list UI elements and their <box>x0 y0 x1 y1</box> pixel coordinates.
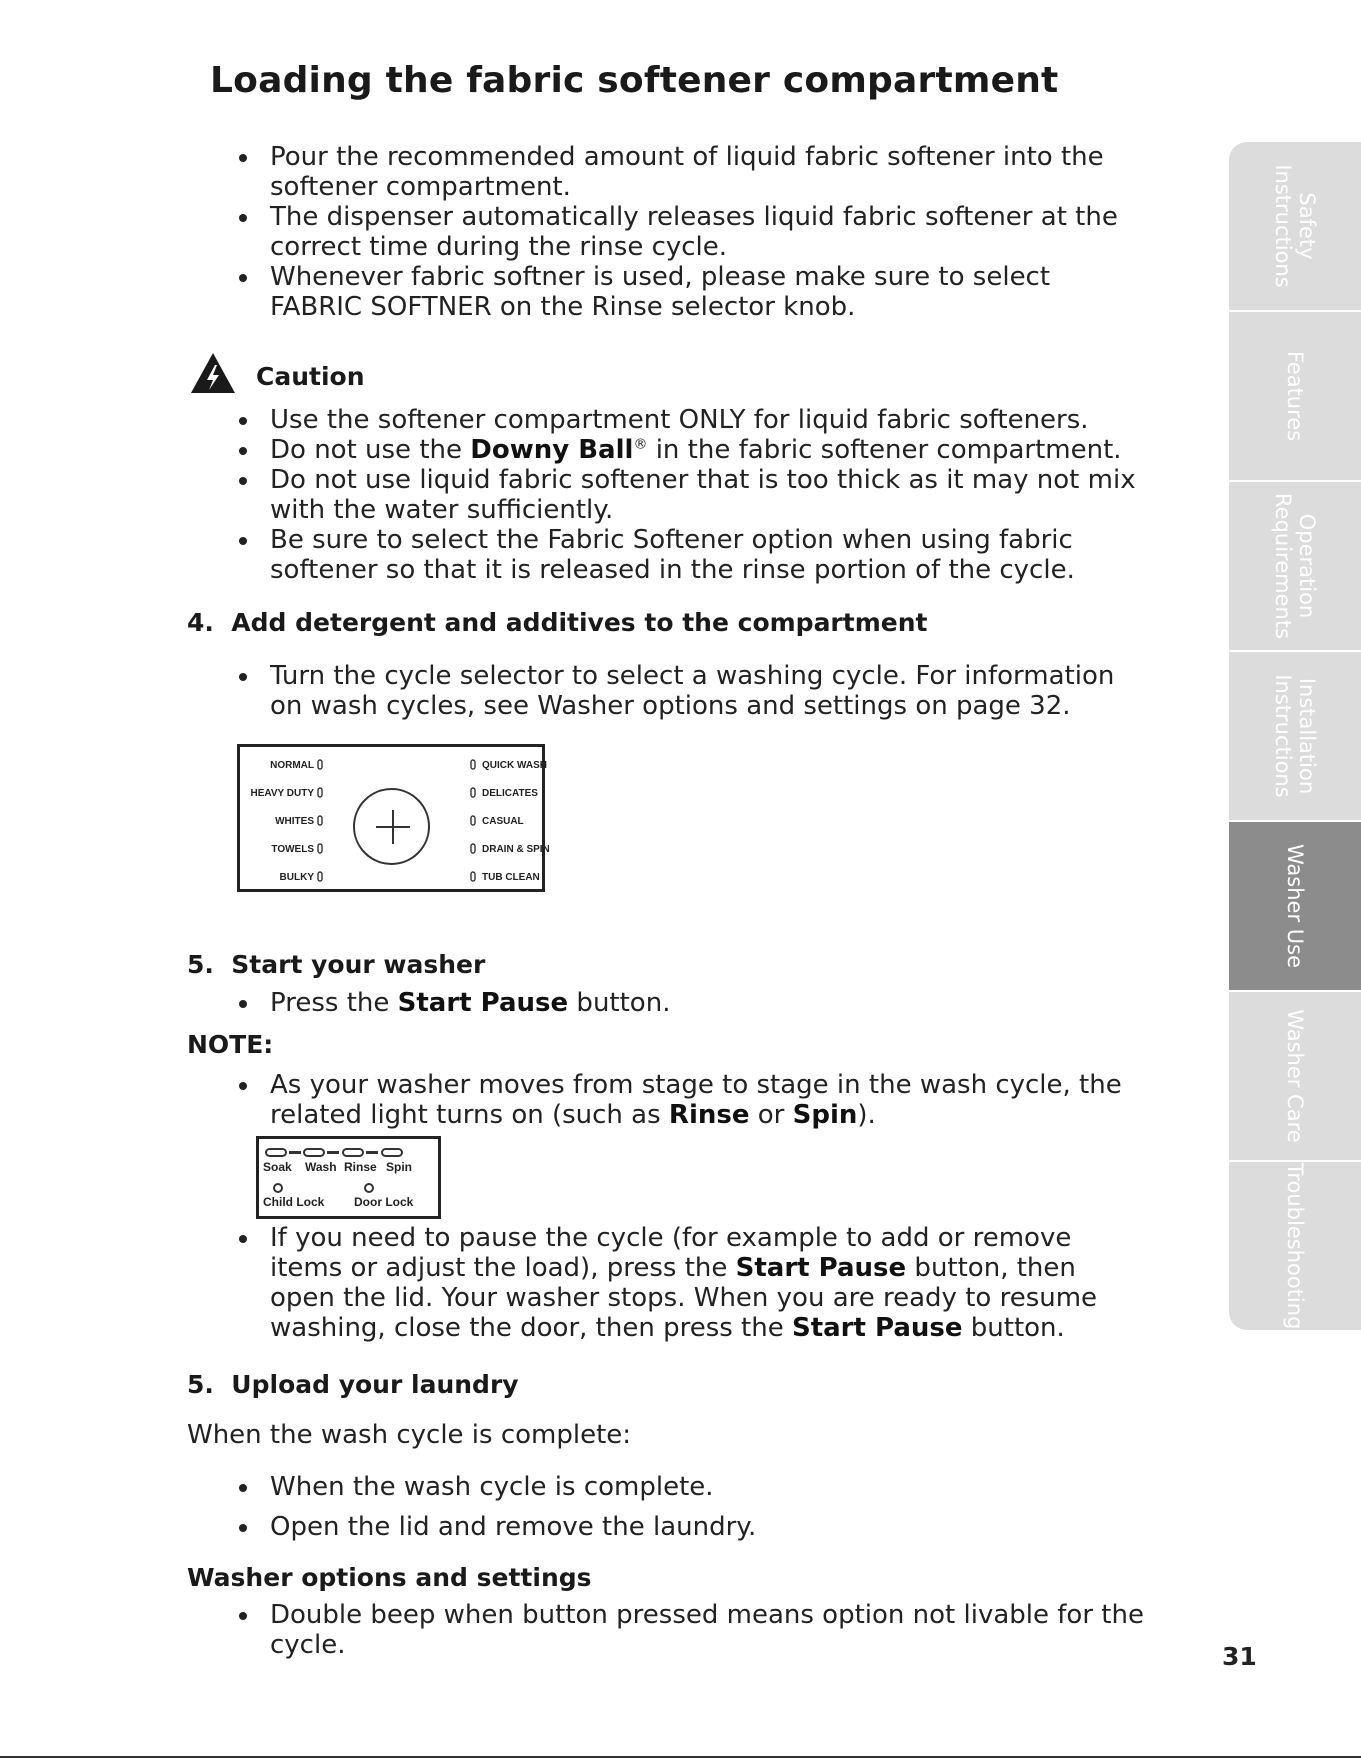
list-item: The dispenser automatically releases liquid fabric softener at the correct time during the rinse cycle. <box>218 202 1148 262</box>
tab-label: Features <box>1283 350 1307 442</box>
tab-operation-requirements[interactable] <box>1229 482 1361 652</box>
cycle-label: TOWELS <box>271 844 314 855</box>
note-label: NOTE: <box>187 1030 274 1059</box>
step5-list <box>218 988 1148 1018</box>
page-title: Loading the fabric softener compartment <box>210 60 1059 101</box>
list-item: Open the lid and remove the laundry. <box>218 1512 1148 1542</box>
stage-light <box>381 1148 403 1157</box>
cycle-selector-panel <box>237 744 550 892</box>
cycle-label: BULKY <box>279 872 314 883</box>
tab-label: Troubleshooting <box>1283 1162 1307 1330</box>
tab-label: Safety Instructions <box>1271 164 1319 288</box>
stage-connector <box>366 1151 378 1154</box>
list-item: As your washer moves from stage to stage in the wash cycle, the related light turns on (such as Rinse or Spin). <box>218 1070 1148 1130</box>
cycle-label: TUB CLEAN <box>482 872 540 883</box>
cycle-knob <box>353 788 430 865</box>
options-heading: Washer options and settings <box>187 1563 592 1592</box>
softener-list <box>218 142 1148 322</box>
caution-icon <box>190 352 236 394</box>
stage-connector <box>289 1151 301 1154</box>
upload-list <box>218 1472 1148 1542</box>
note-list-2 <box>218 1223 1148 1343</box>
stage-light <box>303 1148 325 1157</box>
caution-list <box>218 405 1148 585</box>
tab-label: Washer Use <box>1283 843 1307 969</box>
stage-connector <box>327 1151 339 1154</box>
step4-heading: 4. Add detergent and additives to the compartment <box>187 608 928 637</box>
upload-heading: 5. Upload your laundry <box>187 1370 519 1399</box>
stage-light <box>265 1148 287 1157</box>
list-item: Be sure to select the Fabric Softener option when using fabric softener so that it is released in the rinse portion of the cycle. <box>218 525 1148 585</box>
list-item: Whenever fabric softner is used, please make sure to select FABRIC SOFTNER on the Rinse selector knob. <box>218 262 1148 322</box>
step4-list <box>218 661 1148 721</box>
lock-label: Child Lock <box>263 1195 325 1209</box>
tab-washer-use[interactable] <box>1229 822 1361 992</box>
tab-safety-instructions[interactable] <box>1229 142 1361 312</box>
tab-label: Installation Instructions <box>1271 674 1319 798</box>
status-panel <box>256 1136 441 1219</box>
lock-light <box>273 1183 283 1193</box>
bottom-rule <box>0 1756 1361 1758</box>
stage-label: Wash <box>305 1160 337 1174</box>
cycle-label: DELICATES <box>482 788 538 799</box>
tab-washer-care[interactable] <box>1229 992 1361 1162</box>
cycle-label: CASUAL <box>482 816 524 827</box>
list-item: Double beep when button pressed means option not livable for the cycle. <box>218 1600 1148 1660</box>
stage-label: Spin <box>386 1160 412 1174</box>
list-item: Pour the recommended amount of liquid fabric softener into the softener compartment. <box>218 142 1148 202</box>
cycle-label: QUICK WASH <box>482 760 547 771</box>
list-item: If you need to pause the cycle (for example to add or remove items or adjust the load), press the Start Pause button, then open the lid. Your washer stops. When you are ready to resume washing, close the door, then press the Start Pause button. <box>218 1223 1148 1343</box>
list-item: Do not use liquid fabric softener that is too thick as it may not mix with the water sufficiently. <box>218 465 1148 525</box>
list-item: When the wash cycle is complete. <box>218 1472 1148 1502</box>
list-item: Turn the cycle selector to select a washing cycle. For information on wash cycles, see Washer options and settings on page 32. <box>218 661 1148 721</box>
cycle-label: WHITES <box>275 816 314 827</box>
tab-features[interactable] <box>1229 312 1361 482</box>
list-item: Press the Start Pause button. <box>218 988 1148 1018</box>
cycle-label: NORMAL <box>270 760 314 771</box>
tab-troubleshooting[interactable] <box>1229 1162 1361 1330</box>
cycle-label: HEAVY DUTY <box>250 788 314 799</box>
tab-installation-instructions[interactable] <box>1229 652 1361 822</box>
list-item: Do not use the Downy Ball® in the fabric softener compartment. <box>218 435 1148 465</box>
tab-label: Operation Requirements <box>1271 493 1319 639</box>
stage-label: Rinse <box>344 1160 377 1174</box>
list-item: Use the softener compartment ONLY for liquid fabric softeners. <box>218 405 1148 435</box>
step5-heading: 5. Start your washer <box>187 950 486 979</box>
lock-label: Door Lock <box>354 1195 414 1209</box>
upload-intro: When the wash cycle is complete: <box>187 1420 632 1450</box>
stage-label: Soak <box>263 1160 292 1174</box>
tab-label: Washer Care <box>1283 1009 1307 1143</box>
stage-light <box>342 1148 364 1157</box>
lock-light <box>364 1183 374 1193</box>
caution-heading: Caution <box>256 362 365 391</box>
note-list <box>218 1070 1148 1130</box>
cycle-label: DRAIN & SPIN <box>482 844 550 855</box>
page-number: 31 <box>1222 1642 1257 1671</box>
options-list <box>218 1600 1148 1660</box>
